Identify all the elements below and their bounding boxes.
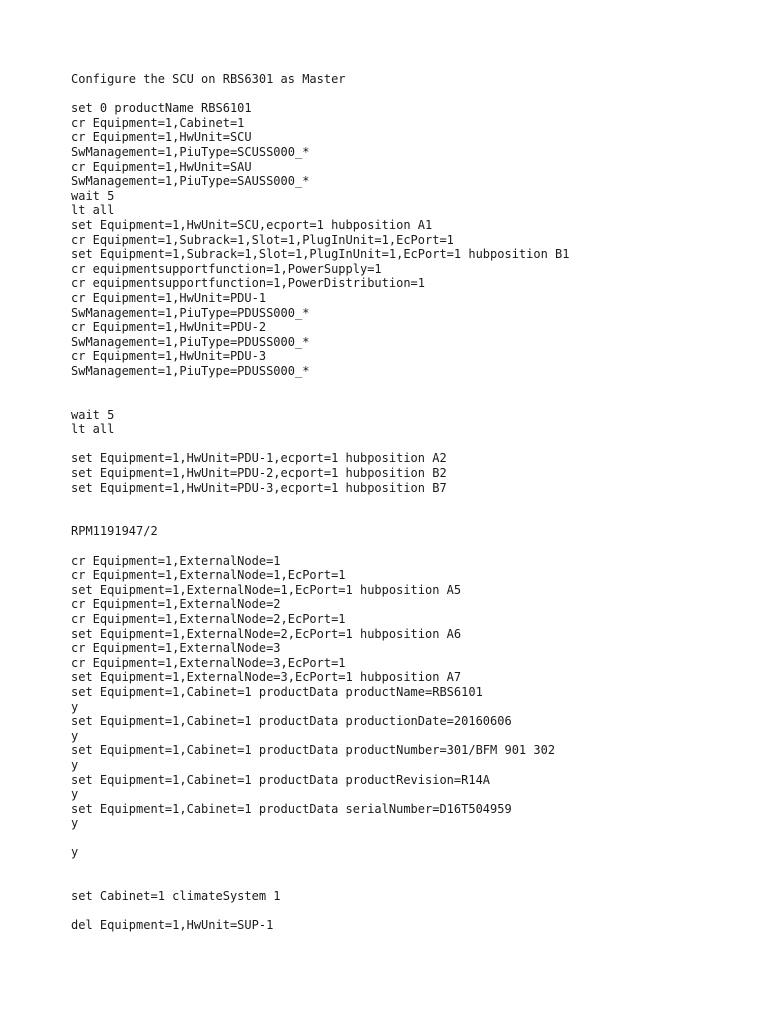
text-line: set Equipment=1,HwUnit=PDU-3,ecport=1 hubposition B7 (71, 480, 447, 495)
text-line: SwManagement=1,PiuType=PDUSS000_* (71, 334, 310, 349)
text-line: cr Equipment=1,Cabinet=1 (71, 115, 245, 130)
blank-line (71, 860, 751, 875)
text-line: cr Equipment=1,ExternalNode=3,EcPort=1 (71, 655, 346, 670)
blank-line (71, 437, 751, 452)
text-line: Configure the SCU on RBS6301 as Master (71, 72, 346, 86)
blank-line (71, 831, 751, 846)
text-line: set Equipment=1,HwUnit=PDU-2,ecport=1 hubposition B2 (71, 466, 447, 481)
text-line: y (71, 816, 79, 831)
text-line: set Equipment=1,Subrack=1,Slot=1,PlugInUnit=1,EcPort=1 hubposition B1 (71, 247, 570, 262)
text-line: set Equipment=1,HwUnit=SCU,ecport=1 hubposition A1 (71, 217, 433, 232)
text-line: cr Equipment=1,ExternalNode=1 (71, 553, 281, 568)
blank-line (71, 875, 751, 890)
text-line: y (71, 699, 79, 714)
text-line: set Cabinet=1 climateSystem 1 (71, 889, 281, 904)
text-line: y (71, 787, 79, 802)
text-line: wait 5 (71, 188, 115, 203)
text-line: SwManagement=1,PiuType=SAUSS000_* (71, 174, 310, 189)
text-line: set Equipment=1,Cabinet=1 productData productRevision=R14A (71, 772, 491, 787)
text-line: y (71, 845, 79, 860)
text-line: RPM1191947/2 (71, 524, 158, 539)
text-line: cr Equipment=1,ExternalNode=1,EcPort=1 (71, 568, 346, 583)
text-line: cr Equipment=1,Subrack=1,Slot=1,PlugInUnit=1,EcPort=1 (71, 232, 454, 247)
text-line: set Equipment=1,ExternalNode=1,EcPort=1 hubposition A5 (71, 582, 462, 597)
text-line: SwManagement=1,PiuType=PDUSS000_* (71, 305, 310, 320)
text-line: cr Equipment=1,ExternalNode=2 (71, 597, 281, 612)
blank-line (71, 393, 751, 408)
text-line: cr Equipment=1,HwUnit=SCU (71, 130, 252, 145)
text-line: set Equipment=1,ExternalNode=2,EcPort=1 hubposition A6 (71, 626, 462, 641)
blank-line (71, 495, 751, 510)
text-line: set Equipment=1,HwUnit=PDU-1,ecport=1 hubposition A2 (71, 451, 447, 466)
text-line: y (71, 757, 79, 772)
text-line: cr Equipment=1,HwUnit=PDU-3 (71, 349, 267, 364)
text-line: y (71, 728, 79, 743)
text-line: cr equipmentsupportfunction=1,PowerSupply=1 (71, 261, 382, 276)
text-line: set Equipment=1,Cabinet=1 productData productionDate=20160606 (71, 714, 512, 729)
text-line: set Equipment=1,Cabinet=1 productData serialNumber=D16T504959 (71, 801, 512, 816)
text-line: set Equipment=1,Cabinet=1 productData productNumber=301/BFM 901 302 (71, 743, 556, 758)
text-line: cr Equipment=1,HwUnit=PDU-2 (71, 320, 267, 335)
text-line: SwManagement=1,PiuType=SCUSS000_* (71, 144, 310, 159)
text-line: set 0 productName RBS6101 (71, 101, 252, 116)
text-line: lt all (71, 203, 115, 218)
text-line: cr Equipment=1,HwUnit=SAU (71, 159, 252, 174)
text-line: cr Equipment=1,HwUnit=PDU-1 (71, 290, 267, 305)
blank-line (71, 378, 751, 393)
document-body (71, 72, 751, 933)
text-line: del Equipment=1,HwUnit=SUP-1 (71, 918, 274, 933)
text-line: cr equipmentsupportfunction=1,PowerDistribution=1 (71, 276, 426, 291)
text-line: lt all (71, 422, 115, 437)
blank-line (71, 539, 751, 554)
blank-line (71, 904, 751, 919)
text-line: wait 5 (71, 407, 115, 422)
text-line: set Equipment=1,ExternalNode=3,EcPort=1 hubposition A7 (71, 670, 462, 685)
text-line: SwManagement=1,PiuType=PDUSS000_* (71, 363, 310, 378)
blank-line (71, 87, 751, 102)
text-line: cr Equipment=1,ExternalNode=2,EcPort=1 (71, 611, 346, 626)
text-line: set Equipment=1,Cabinet=1 productData productName=RBS6101 (71, 684, 483, 699)
blank-line (71, 510, 751, 525)
text-line: cr Equipment=1,ExternalNode=3 (71, 641, 281, 656)
